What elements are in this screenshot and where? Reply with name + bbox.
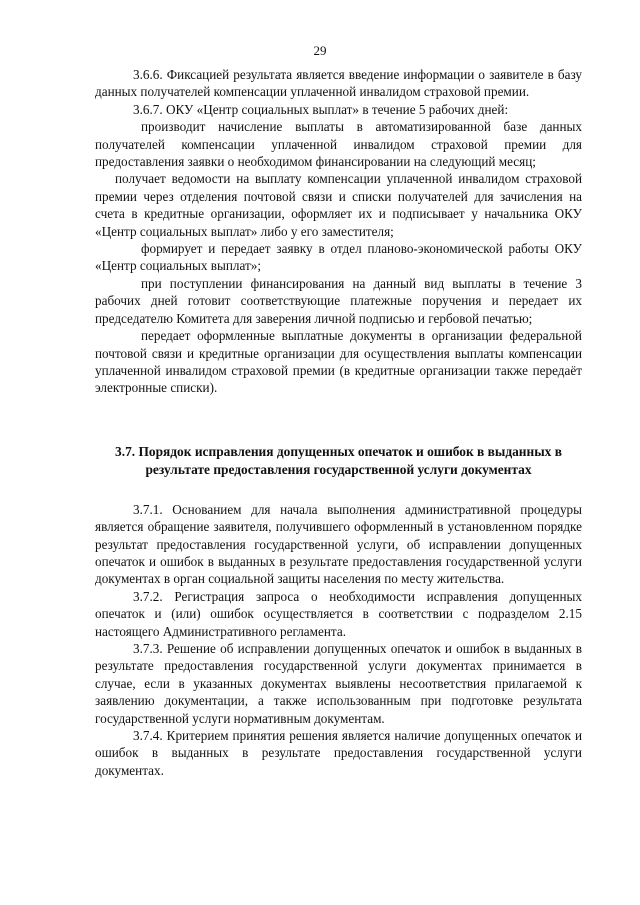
section-3-7-body	[95, 501, 582, 780]
list-item-calculation: производит начисление выплаты в автоматизированной базе данных получателей компенсации уплаченной инвалидом страховой премии для предоставления заявки о необходимом финансировании на следующий месяц;	[95, 119, 582, 170]
document-body	[95, 66, 582, 779]
paragraph-3-7-2: 3.7.2. Регистрация запроса о необходимости исправления допущенных опечаток и (или) ошибок осуществляется в соответствии с подразделом 2.15 настоящего Административного регламента.	[95, 588, 582, 639]
paragraph-3-6-7: 3.6.7. ОКУ «Центр социальных выплат» в течение 5 рабочих дней:	[133, 101, 509, 117]
paragraph-3-7-3: 3.7.3. Решение об исправлении допущенных опечаток и ошибок в выданных в результате предоставления государственной услуги документах принимается в случае, если в указанных документах выявлены несоответствия прилагаемой к заявлению документации, а также использованным при подготовке результата государственной услуги нормативным документам.	[95, 640, 582, 726]
paragraph-3-7-4: 3.7.4. Критерием принятия решения является наличие допущенных опечаток и ошибок в выданных в результате предоставления государственной услуги документах.	[95, 728, 582, 778]
section-heading-3-7: 3.7. Порядок исправления допущенных опечаток и ошибок в выданных в результате предоставления государственной услуги документах	[115, 443, 562, 477]
list-item-request: формирует и передает заявку в отдел планово-экономической работы ОКУ «Центр социальных выплат»;	[95, 241, 582, 274]
paragraph-3-7-1: 3.7.1. Основанием для начала выполнения административной процедуры является обращение заявителя, получившего оформленный в установленном порядке результат предоставления государственной услуги, об исправлении допущенных опечаток и ошибок в выданных в результате предоставления государственной услуги документах в орган социальной защиты населения по месту жительства.	[95, 501, 582, 587]
list-item-statements: получает ведомости на выплату компенсации уплаченной инвалидом страховой премии через отделения почтовой связи и списки получателей для зачисления на счета в кредитные организации, оформляет их и подписывает у начальника ОКУ «Центр социальных выплат» либо у его заместителя;	[95, 171, 582, 239]
page-number: 29	[313, 43, 327, 58]
list-item-transfer: передает оформленные выплатные документы в организации федеральной почтовой связи и кредитные организации для осуществления выплаты компенсации уплаченной инвалидом страховой премии (в кредитные организации также передаёт электронные списки).	[95, 328, 582, 396]
paragraph-3-6-6: 3.6.6. Фиксацией результата является введение информации о заявителе в базу данных получателей компенсации уплаченной инвалидом страховой премии.	[95, 67, 582, 100]
list-item-financing: при поступлении финансирования на данный вид выплаты в течение 3 рабочих дней готовит соответствующие платежные поручения и передает их председателю Комитета для заверения личной подписью и гербовой печатью;	[95, 275, 582, 326]
